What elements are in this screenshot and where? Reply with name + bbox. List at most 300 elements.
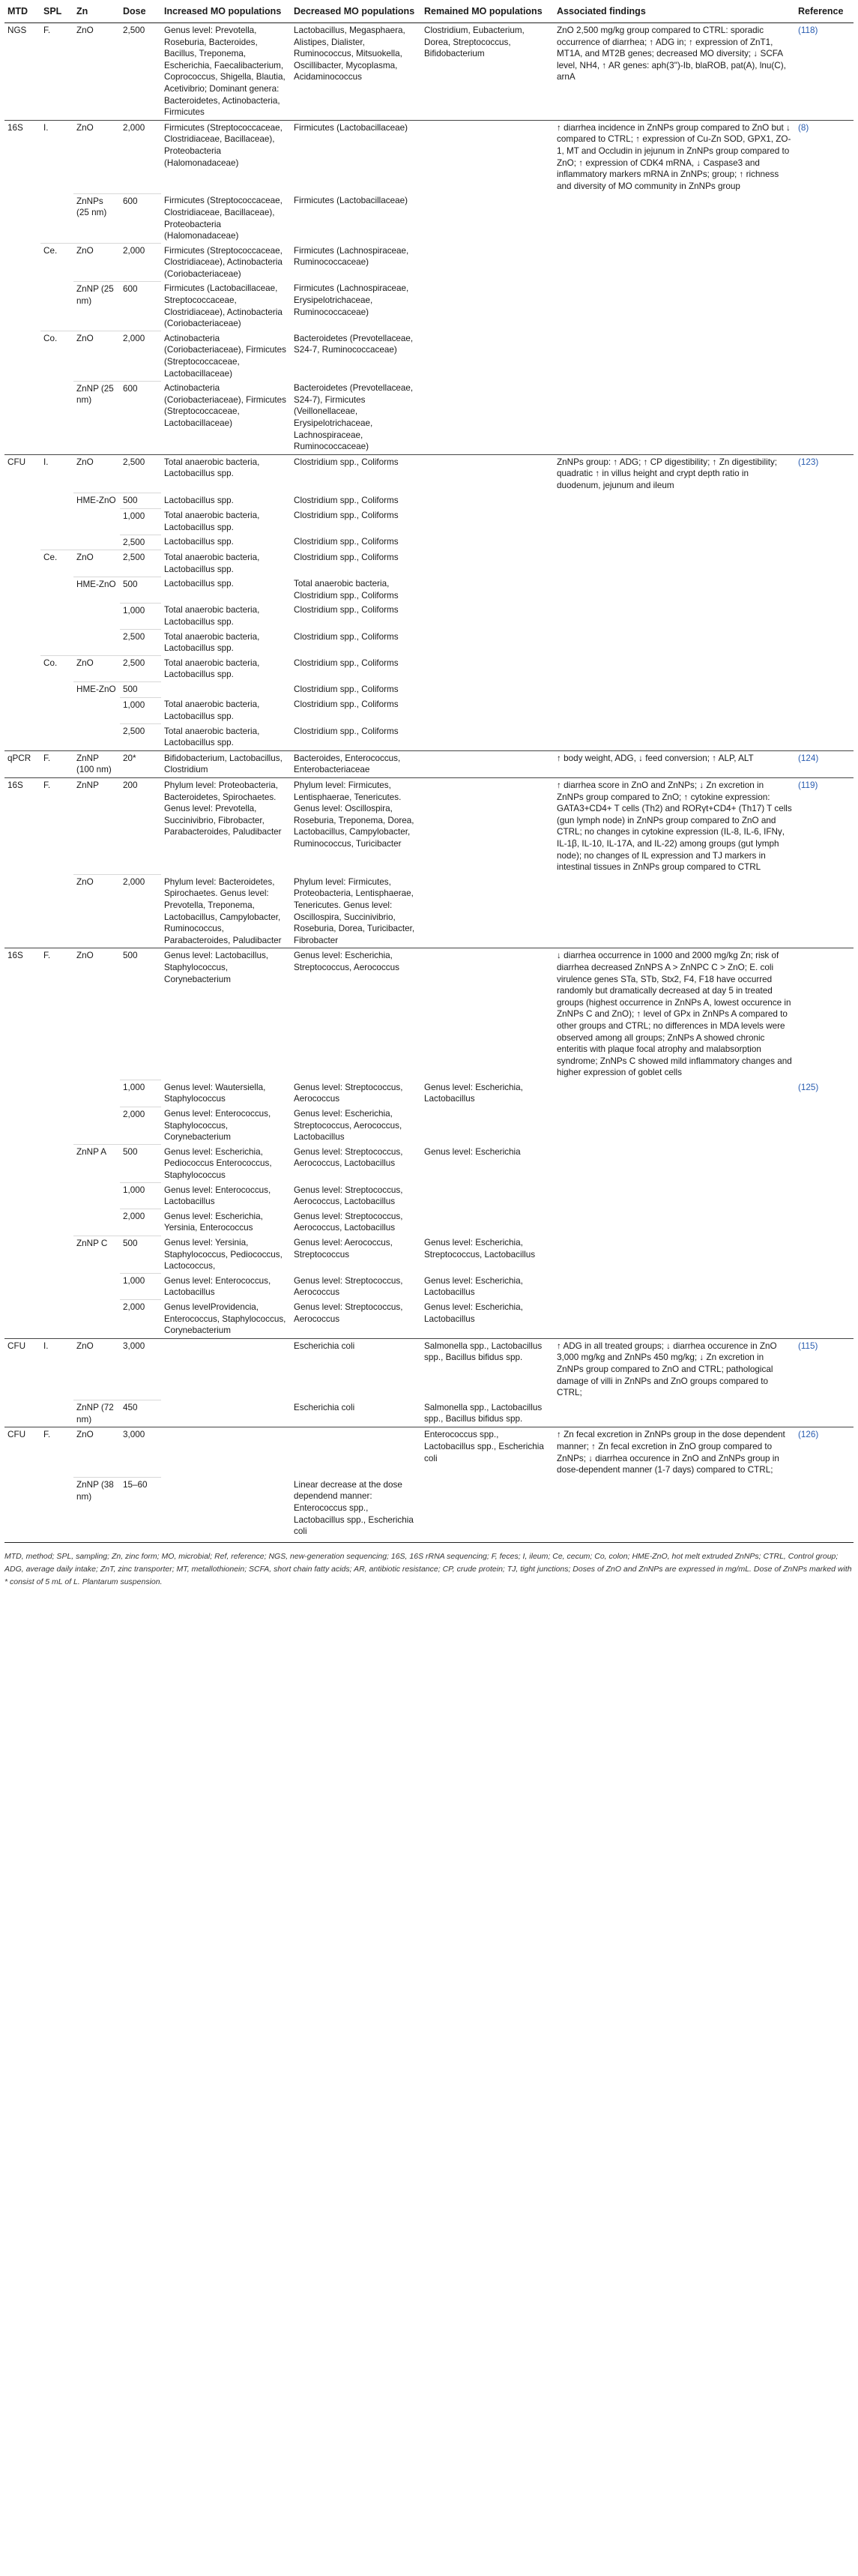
cell-sampling: I.	[40, 454, 73, 493]
cell-increased: Total anaerobic bacteria, Lactobacillus spp.	[164, 726, 260, 748]
cell-method	[4, 724, 40, 751]
cell-dose: 1,000	[120, 1183, 161, 1209]
cell-decreased: Phylum level: Firmicutes, Lentisphaerae, Tenericutes. Genus level: Oscillospira, Roseburia, Treponema, Dorea, Lactobacillus, Campylobacter, Ruminococcus, Turicibacter	[291, 778, 421, 875]
cell-decreased: Escherichia coli	[294, 1402, 355, 1412]
table-row	[4, 1274, 854, 1300]
cell-decreased: Firmicutes (Lactobacillaceae)	[294, 196, 408, 206]
cell-dose: 15–60	[120, 1478, 161, 1539]
cell-method: CFU	[4, 1427, 40, 1478]
table-row	[4, 281, 854, 331]
cell-remained	[421, 1209, 554, 1236]
cell-increased: Firmicutes (Lactobacillaceae, Streptococcaceae, Clostridiaceae), Actinobacteria (Coriobacteriaceae)	[164, 283, 283, 329]
cell-dose: 500	[120, 1236, 161, 1274]
table-row	[4, 577, 854, 603]
cell-dose: 2,500	[120, 550, 161, 577]
cell-findings	[554, 1209, 795, 1236]
cell-findings: ZnNPs group: ↑ ADG; ↑ CP digestibility; ↑ Zn digestibility; quadratic ↑ in villus height and crypt depth ratio in duodenum, jejunum and ileum	[554, 454, 795, 493]
cell-dose: 500	[120, 577, 161, 603]
cell-decreased	[291, 1427, 421, 1478]
cell-increased: Genus level: Escherichia, Pediococcus Enterococcus, Staphylococcus	[164, 1146, 272, 1181]
table-row	[4, 948, 854, 1080]
cell-zinc-form	[73, 630, 120, 656]
cell-dose: 500	[120, 493, 161, 509]
cell-remained: Genus level: Escherichia, Streptococcus, Lactobacillus	[424, 1238, 536, 1260]
cell-method	[4, 244, 40, 282]
cell-increased: Genus level: Lactobacillus, Staphylococcus, Corynebacterium	[161, 948, 291, 1080]
cell-findings	[554, 1274, 795, 1300]
table-row	[4, 23, 854, 121]
header-dose: Dose	[120, 3, 161, 23]
cell-reference[interactable]: (115)	[795, 1338, 854, 1400]
cell-increased: Total anaerobic bacteria, Lactobacillus spp.	[161, 454, 291, 493]
cell-increased: Bifidobacterium, Lactobacillus, Clostridium	[161, 750, 291, 777]
results-table	[4, 3, 854, 1539]
cell-findings: ↑ Zn fecal excretion in ZnNPs group in the dose dependent manner; ↑ Zn fecal excretion in ZnO group compared to ZnNPs; ↓ diarrhea occurence in ZnO and ZnNPs group in dose-dependent manner (1-7 days) compared to CTRL;	[554, 1427, 795, 1478]
table-row	[4, 454, 854, 493]
cell-method	[4, 656, 40, 682]
cell-increased	[161, 682, 291, 698]
cell-reference	[795, 603, 854, 629]
cell-reference[interactable]: (125)	[798, 1082, 819, 1092]
header-row	[4, 3, 854, 23]
cell-remained: Clostridium, Eubacterium, Dorea, Streptococcus, Bifidobacterium	[421, 23, 554, 121]
cell-dose: 1,000	[120, 508, 161, 535]
cell-remained: Genus level: Escherichia	[424, 1146, 521, 1157]
cell-decreased: Firmicutes (Lactobacillaceae)	[291, 120, 421, 193]
cell-decreased: Genus level: Streptococcus, Aerococcus	[294, 1275, 403, 1298]
cell-dose: 2,000	[120, 120, 161, 193]
cell-sampling: F.	[40, 948, 73, 1080]
cell-decreased: Bacteroidetes (Prevotellaceae, S24-7), Firmicutes (Veillonellaceae, Erysipelotrichaceae, Lachnospiraceae, Ruminococcaceae)	[294, 383, 414, 452]
table-row	[4, 1427, 854, 1478]
cell-reference	[795, 1274, 854, 1300]
cell-decreased: Bacteroides, Enterococcus, Enterobacteriaceae	[291, 750, 421, 777]
cell-sampling	[40, 724, 73, 751]
cell-sampling	[40, 493, 73, 509]
table-row	[4, 603, 854, 629]
cell-dose: 1,000	[120, 603, 161, 629]
cell-findings	[554, 1300, 795, 1338]
cell-reference[interactable]: (118)	[795, 23, 854, 121]
cell-method	[4, 381, 40, 454]
cell-increased: Genus level: Prevotella, Roseburia, Bacteroides, Bacillus, Treponema, Escherichia, Faecalibacterium, Coprococcus, Shigella, Blautia, Acetivibrio; Dominant genera: Bacteroidetes, Actinobacteria, Firmicutes	[161, 23, 291, 121]
cell-decreased: Clostridium spp., Coliforms	[294, 552, 399, 562]
cell-method	[4, 493, 40, 509]
cell-findings	[554, 1080, 795, 1107]
cell-remained	[421, 550, 554, 577]
cell-method	[4, 550, 40, 577]
cell-sampling	[40, 630, 73, 656]
header-findings: Associated findings	[554, 3, 795, 23]
cell-dose: 1,000	[120, 697, 161, 723]
cell-findings	[554, 508, 795, 535]
cell-zinc-form: ZnNP (38 nm)	[73, 1478, 120, 1539]
cell-zinc-form: HME-ZnO	[73, 682, 120, 698]
cell-reference	[795, 724, 854, 751]
cell-method: 16S	[4, 778, 40, 875]
cell-zinc-form: ZnO	[73, 454, 120, 493]
cell-method: qPCR	[4, 750, 40, 777]
cell-findings	[554, 331, 795, 381]
cell-zinc-form	[73, 1080, 120, 1107]
cell-increased: Lactobacillus spp.	[164, 495, 234, 505]
cell-reference	[795, 697, 854, 723]
cell-decreased: Genus level: Escherichia, Streptococcus, Aerococcus	[291, 948, 421, 1080]
header-increased: Increased MO populations	[161, 3, 291, 23]
cell-remained	[421, 381, 554, 454]
cell-remained	[421, 535, 554, 550]
cell-dose: 2,000	[120, 1107, 161, 1145]
cell-findings: ↑ ADG in all treated groups; ↓ diarrhea occurence in ZnO 3,000 mg/kg and ZnNPs 450 mg/kg; ↓ Zn excretion in ZnNPs group compared to ZnO and CTRL; pathological damage of villi in ZnNPs and ZnO groups compared to CTRL;	[554, 1338, 795, 1400]
cell-method	[4, 1209, 40, 1236]
cell-method	[4, 603, 40, 629]
cell-zinc-form: ZnO	[73, 948, 120, 1080]
table-row	[4, 1478, 854, 1539]
cell-method	[4, 630, 40, 656]
cell-sampling	[40, 1107, 73, 1145]
cell-dose: 2,500	[120, 535, 161, 550]
cell-decreased: Clostridium spp., Coliforms	[294, 684, 399, 694]
cell-sampling	[40, 697, 73, 723]
table-row	[4, 1183, 854, 1209]
cell-method	[4, 875, 40, 948]
cell-reference[interactable]: (123)	[795, 454, 854, 493]
cell-sampling	[40, 1274, 73, 1300]
cell-decreased: Genus level: Streptococcus, Aerococcus	[294, 1301, 403, 1324]
header-decreased: Decreased MO populations	[291, 3, 421, 23]
cell-findings: ↑ diarrhea incidence in ZnNPs group compared to ZnO but ↓ compared to CTRL; ↑ expression of Cu-Zn SOD, GPX1, ZO-1, MT and Occludin in jejunum in ZnNPs group compared to ZnO; ↑ expression of CDK4 mRNA, ↓ Caspase3 and inflammatory markers mRNA in ZnNPs; group; ↑ richness and diversity of MO community in ZnNPs group	[554, 120, 795, 193]
cell-sampling	[40, 508, 73, 535]
table-row	[4, 120, 854, 193]
cell-reference	[795, 1300, 854, 1338]
cell-findings	[554, 493, 795, 509]
cell-dose: 2,500	[120, 23, 161, 121]
cell-increased: Genus levelProvidencia, Enterococcus, Staphylococcus, Corynebacterium	[164, 1301, 286, 1336]
cell-zinc-form: ZnO	[73, 120, 120, 193]
table-row	[4, 493, 854, 509]
cell-method: CFU	[4, 1338, 40, 1400]
cell-remained	[421, 454, 554, 493]
cell-method	[4, 508, 40, 535]
cell-reference	[795, 331, 854, 381]
cell-reference[interactable]: (119)	[795, 778, 854, 875]
table-row	[4, 875, 854, 948]
cell-dose: 2,000	[120, 244, 161, 282]
cell-dose: 450	[120, 1400, 161, 1427]
cell-increased	[161, 1478, 291, 1539]
header-mtd: MTD	[4, 3, 40, 23]
cell-sampling: Co.	[40, 656, 73, 682]
cell-method	[4, 1183, 40, 1209]
cell-reference	[795, 381, 854, 454]
cell-increased: Total anaerobic bacteria, Lactobacillus spp.	[164, 511, 260, 532]
cell-dose: 3,000	[120, 1338, 161, 1400]
cell-decreased: Clostridium spp., Coliforms	[294, 657, 399, 668]
cell-findings	[554, 193, 795, 243]
table-row	[4, 778, 854, 875]
cell-reference[interactable]: (126)	[795, 1427, 854, 1478]
cell-remained	[421, 697, 554, 723]
cell-increased	[161, 1400, 291, 1427]
table-row	[4, 750, 854, 777]
table-row	[4, 1209, 854, 1236]
cell-dose: 2,000	[120, 875, 161, 948]
table-row	[4, 244, 854, 282]
cell-dose: 600	[120, 193, 161, 243]
cell-remained: Salmonella spp., Lactobacillus spp., Bacillus bifidus spp.	[421, 1338, 554, 1400]
cell-sampling	[40, 1080, 73, 1107]
cell-decreased: Escherichia coli	[291, 1338, 421, 1400]
cell-sampling: F.	[40, 1427, 73, 1478]
cell-zinc-form	[73, 603, 120, 629]
cell-decreased: Clostridium spp., Coliforms	[294, 726, 399, 736]
cell-method	[4, 682, 40, 698]
cell-dose: 1,000	[120, 1274, 161, 1300]
cell-sampling: Ce.	[40, 550, 73, 577]
cell-findings	[554, 724, 795, 751]
cell-zinc-form	[73, 1300, 120, 1338]
cell-method	[4, 331, 40, 381]
cell-decreased: Clostridium spp., Coliforms	[294, 495, 399, 505]
cell-remained: Genus level: Escherichia, Lactobacillus	[424, 1082, 523, 1104]
cell-remained	[421, 1183, 554, 1209]
cell-method	[4, 1080, 40, 1107]
cell-decreased: Genus level: Streptococcus, Aerococcus, Lactobacillus	[294, 1185, 403, 1207]
cell-reference	[795, 493, 854, 509]
cell-sampling	[40, 381, 73, 454]
cell-zinc-form	[73, 697, 120, 723]
cell-remained	[421, 577, 554, 603]
cell-remained	[421, 750, 554, 777]
cell-zinc-form	[73, 535, 120, 550]
table-row	[4, 381, 854, 454]
cell-reference	[795, 1400, 854, 1427]
cell-dose: 500	[120, 1145, 161, 1183]
cell-zinc-form	[73, 1274, 120, 1300]
cell-findings	[554, 875, 795, 948]
cell-dose: 2,000	[120, 331, 161, 381]
cell-sampling	[40, 1145, 73, 1183]
cell-reference	[795, 550, 854, 577]
cell-sampling	[40, 193, 73, 243]
cell-decreased: Clostridium spp., Coliforms	[294, 631, 399, 642]
header-spl: SPL	[40, 3, 73, 23]
cell-remained	[421, 120, 554, 193]
cell-decreased: Clostridium spp., Coliforms	[294, 699, 399, 710]
cell-increased: Genus level: Escherichia, Yersinia, Enterococcus	[164, 1211, 263, 1233]
cell-method	[4, 193, 40, 243]
cell-remained	[421, 778, 554, 875]
cell-findings	[554, 381, 795, 454]
cell-increased: Total anaerobic bacteria, Lactobacillus spp.	[164, 699, 260, 722]
cell-reference	[795, 1183, 854, 1209]
cell-increased	[161, 1427, 291, 1478]
table-row	[4, 682, 854, 698]
cell-findings: ↑ body weight, ADG, ↓ feed conversion; ↑ ALP, ALT	[554, 750, 795, 777]
table-footnote: MTD, method; SPL, sampling; Zn, zinc form; MO, microbial; Ref, reference; NGS, new-generation sequencing; 16S, 16S rRNA sequencing; F, feces; I, ileum; Ce, cecum; Co, colon; HME-ZnO, hot melt extruded ZnNPs; CTRL, Control group; ADG, average daily intake; ZnT, zinc transporter; MT, metallothionein; SCFA, short chain fatty acids; AR, antibiotic resistance; CP, crude protein; TJ, tight junctions; Doses of ZnO and ZnNPs are expressed in mg/mL. Dose of ZnNPs marked with * consist of 5 mL of L. Plantarum suspension.	[4, 1542, 854, 1589]
cell-reference	[795, 1107, 854, 1145]
cell-sampling	[40, 577, 73, 603]
cell-findings: ZnO 2,500 mg/kg group compared to CTRL: sporadic occurrence of diarrhea; ↑ ADG in; ↑ expression of ZnT1, MT1A, and MT2B genes; decreased MO diversity; ↓ SCFA level, NH4, ↑ AR genes: aph(3'')-Ib, blaROB, pat(A), lnu(C), arnA	[554, 23, 795, 121]
cell-dose: 2,500	[120, 656, 161, 682]
cell-remained	[421, 244, 554, 282]
cell-zinc-form: ZnO	[73, 23, 120, 121]
cell-remained	[421, 508, 554, 535]
cell-decreased: Genus level: Streptococcus, Aerococcus	[294, 1082, 403, 1104]
cell-increased: Total anaerobic bacteria, Lactobacillus spp.	[164, 631, 260, 654]
cell-findings: ↓ diarrhea occurrence in 1000 and 2000 mg/kg Zn; risk of diarrhea decreased ZnNPS A > ZnNPC C > ZnO; E. coli virulence genes STa, STb, Stx2, F4, F18 have occurred randomly but dramatically decreased at day 5 in treated groups (highest occurrence in ZnNPs A, lowest occurence in ZnNPs C and ZnO); ↑ level of GPx in ZnNPs A compared to other groups and CTRL; no differences in MDA levels were observed among all groups; ZnNPs A showed chronic enteritis with plaque focal atrophy and malabsorption syndrome; ZnNPs C showed mild inflammatory changes and higher expression of goblet cells	[554, 948, 795, 1080]
table-row	[4, 1236, 854, 1274]
cell-sampling	[40, 1209, 73, 1236]
cell-reference[interactable]: (8)	[795, 120, 854, 193]
table-row	[4, 724, 854, 751]
cell-dose: 1,000	[120, 1080, 161, 1107]
cell-sampling: Co.	[40, 331, 73, 381]
cell-findings: ↑ diarrhea score in ZnO and ZnNPs; ↓ Zn excretion in ZnNPs group compared to ZnO; ↑ cytokine expression: GATA3+CD4+ T cells (Th2) and RORγt+CD4+ (Th17) T cells (gun lymph node) in ZnNPs group compared to ZnO and CTRL; no changes in cytokine expression (IL-8, IL-6, IFNγ, IL-1β, IL-10, IL-17A, and IL-22) among groups (gut lymph node); no changes of IL expression and TJ markers in intestinal tissues in ZnNPs group compared to CTRL	[554, 778, 795, 875]
cell-reference	[795, 535, 854, 550]
cell-reference	[795, 656, 854, 682]
cell-zinc-form: ZnNP	[73, 778, 120, 875]
cell-dose: 500	[120, 682, 161, 698]
cell-reference	[795, 508, 854, 535]
cell-reference	[795, 875, 854, 948]
cell-decreased: Lactobacillus, Megasphaera, Alistipes, Dialister, Ruminococcus, Mitsuokella, Oscillibacter, Mycoplasma, Acidaminococcus	[291, 23, 421, 121]
cell-reference	[795, 193, 854, 243]
cell-increased: Firmicutes (Streptococcaceae, Clostridiaceae), Actinobacteria (Coriobacteriaceae)	[164, 245, 283, 279]
cell-remained: Salmonella spp., Lactobacillus spp., Bacillus bifidus spp.	[424, 1402, 543, 1424]
cell-method: CFU	[4, 454, 40, 493]
cell-reference[interactable]: (124)	[795, 750, 854, 777]
cell-decreased: Linear decrease at the dose dependend manner: Enterococcus spp., Lactobacillus spp., Escherichia coli	[294, 1479, 414, 1537]
cell-zinc-form	[73, 1107, 120, 1145]
cell-increased: Lactobacillus spp.	[164, 579, 234, 589]
table-row	[4, 193, 854, 243]
cell-zinc-form: ZnNP C	[73, 1236, 120, 1274]
cell-findings	[554, 577, 795, 603]
cell-method	[4, 1274, 40, 1300]
cell-sampling	[40, 1300, 73, 1338]
cell-method	[4, 1300, 40, 1338]
cell-findings	[554, 1400, 795, 1427]
cell-remained	[421, 1478, 554, 1539]
cell-decreased: Genus level: Streptococcus, Aerococcus, Lactobacillus	[294, 1146, 403, 1169]
cell-sampling: I.	[40, 120, 73, 193]
cell-zinc-form: ZnNP (100 nm)	[73, 750, 120, 777]
cell-findings	[554, 682, 795, 698]
cell-findings	[554, 656, 795, 682]
table-row	[4, 1338, 854, 1400]
cell-reference	[795, 948, 854, 1080]
table-row	[4, 1300, 854, 1338]
cell-method	[4, 1107, 40, 1145]
cell-increased: Total anaerobic bacteria, Lactobacillus spp.	[164, 552, 260, 574]
cell-zinc-form	[73, 724, 120, 751]
cell-method	[4, 1400, 40, 1427]
cell-decreased: Firmicutes (Lachnospiraceae, Erysipelotrichaceae, Ruminococcaceae)	[294, 283, 409, 317]
cell-sampling: Ce.	[40, 244, 73, 282]
cell-zinc-form	[73, 508, 120, 535]
header-remained: Remained MO populations	[421, 3, 554, 23]
cell-zinc-form: ZnO	[73, 875, 120, 948]
cell-decreased: Bacteroidetes (Prevotellaceae, S24-7, Ruminococcaceae)	[294, 333, 414, 355]
cell-remained	[421, 656, 554, 682]
cell-zinc-form: ZnO	[73, 1338, 120, 1400]
cell-zinc-form	[73, 1209, 120, 1236]
cell-reference	[795, 1478, 854, 1539]
cell-dose: 2,000	[120, 1300, 161, 1338]
cell-dose: 500	[120, 948, 161, 1080]
cell-method	[4, 535, 40, 550]
table-row	[4, 630, 854, 656]
cell-increased: Genus level: Wautersiella, Staphylococcus	[164, 1082, 266, 1104]
cell-remained	[421, 493, 554, 509]
cell-zinc-form: HME-ZnO	[73, 577, 120, 603]
cell-reference	[795, 577, 854, 603]
cell-zinc-form: ZnO	[73, 331, 120, 381]
cell-dose: 600	[120, 381, 161, 454]
cell-remained: Genus level: Escherichia, Lactobacillus	[424, 1301, 523, 1324]
table-row	[4, 1145, 854, 1183]
cell-decreased: Genus level: Streptococcus, Aerococcus, Lactobacillus	[294, 1211, 403, 1233]
cell-reference	[795, 682, 854, 698]
cell-increased: Firmicutes (Streptococcaceae, Clostridiaceae, Bacillaceae), Proteobacteria (Halomonadaceae)	[164, 196, 283, 241]
cell-method: NGS	[4, 23, 40, 121]
cell-remained	[421, 1107, 554, 1145]
cell-method	[4, 697, 40, 723]
cell-zinc-form: ZnO	[73, 1427, 120, 1478]
cell-dose: 20*	[120, 750, 161, 777]
cell-zinc-form: ZnO	[73, 244, 120, 282]
cell-decreased: Clostridium spp., Coliforms	[294, 605, 399, 616]
cell-increased: Lactobacillus spp.	[164, 537, 234, 547]
cell-reference	[795, 244, 854, 282]
cell-dose: 2,500	[120, 630, 161, 656]
cell-method	[4, 1478, 40, 1539]
cell-increased: Genus level: Enterococcus, Staphylococcus, Corynebacterium	[164, 1109, 271, 1143]
cell-increased: Phylum level: Proteobacteria, Bacteroidetes, Spirochaetes. Genus level: Prevotella, Succinivibrio, Fibrobacter, Parabacteroides, Paludibacter	[161, 778, 291, 875]
cell-increased: Total anaerobic bacteria, Lactobacillus spp.	[164, 657, 260, 680]
cell-remained	[421, 603, 554, 629]
cell-dose: 2,000	[120, 1209, 161, 1236]
cell-sampling	[40, 682, 73, 698]
table-row	[4, 1107, 854, 1145]
table-row	[4, 656, 854, 682]
table-row	[4, 1400, 854, 1427]
cell-zinc-form	[73, 1183, 120, 1209]
table-row	[4, 1080, 854, 1107]
cell-decreased: Clostridium spp., Coliforms	[294, 511, 399, 521]
cell-dose: 2,500	[120, 454, 161, 493]
table-row	[4, 508, 854, 535]
cell-sampling	[40, 281, 73, 331]
cell-dose: 3,000	[120, 1427, 161, 1478]
cell-sampling	[40, 875, 73, 948]
cell-findings	[554, 244, 795, 282]
cell-remained	[421, 875, 554, 948]
cell-findings	[554, 630, 795, 656]
table-row	[4, 331, 854, 381]
cell-sampling	[40, 1400, 73, 1427]
cell-method	[4, 1236, 40, 1274]
cell-remained: Enterococcus spp., Lactobacillus spp., Escherichia coli	[421, 1427, 554, 1478]
cell-increased: Genus level: Enterococcus, Lactobacillus	[164, 1275, 271, 1298]
cell-zinc-form: ZnNPs (25 nm)	[73, 193, 120, 243]
cell-remained	[421, 630, 554, 656]
cell-increased: Genus level: Enterococcus, Lactobacillus	[164, 1185, 271, 1207]
cell-decreased: Clostridium spp., Coliforms	[294, 537, 399, 547]
cell-sampling: F.	[40, 750, 73, 777]
cell-remained	[421, 193, 554, 243]
